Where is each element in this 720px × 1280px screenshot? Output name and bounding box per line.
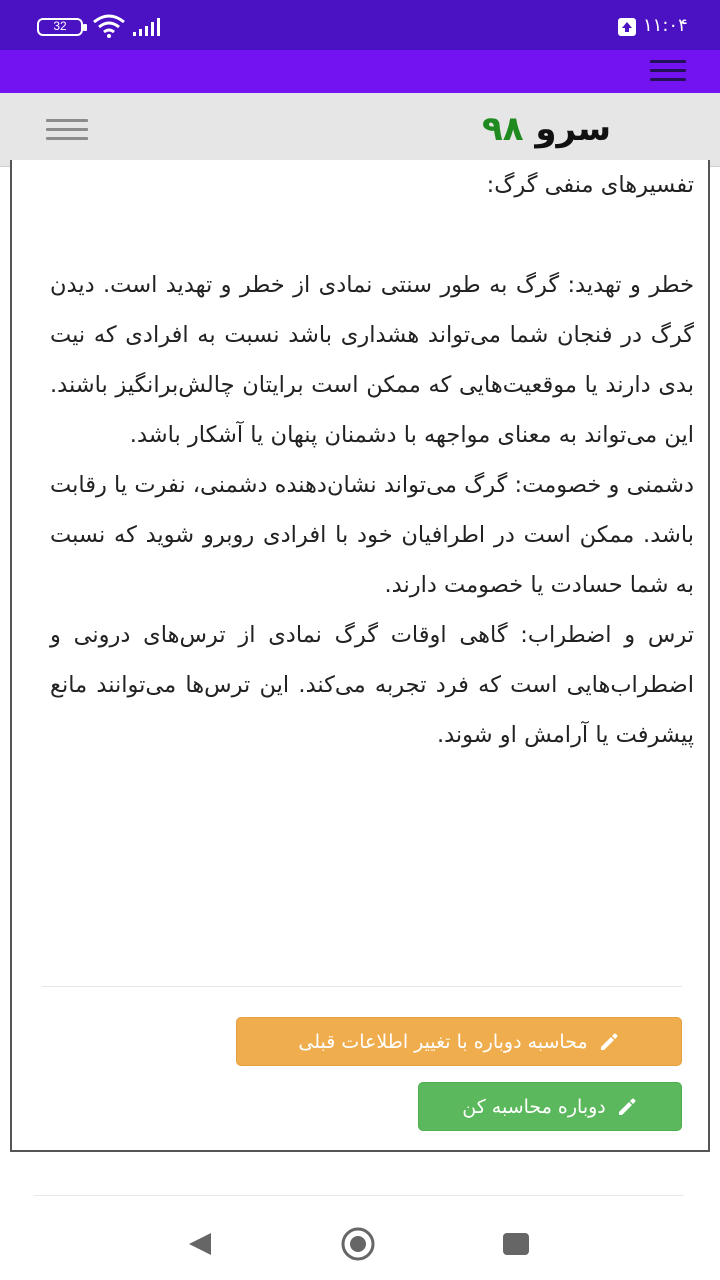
battery-icon <box>37 18 83 36</box>
logo-number: ۹۸ <box>482 109 524 149</box>
signal-icon <box>131 17 165 37</box>
divider <box>42 986 682 987</box>
article-paragraph: خطر و تهدید: گرگ به طور سنتی نمادی از خطر و تهدید است. دیدن گرگ در فنجان شما می‌تواند هشداری باشد نسبت به افرادی که نیت بدی دارند یا موقعیت‌هایی که ممکن است برایتان چالش‌برانگیز باشند. این می‌تواند به معنای مواجهه با دشمنان پنهان یا آشکار باشد. <box>50 272 694 448</box>
back-icon[interactable] <box>187 1232 213 1256</box>
upload-icon <box>618 18 636 36</box>
home-icon[interactable] <box>340 1227 376 1261</box>
pencil-icon <box>598 1031 620 1053</box>
status-bar <box>0 0 720 50</box>
app-bar <box>0 50 720 93</box>
wifi-icon <box>92 14 126 38</box>
recalculate-button[interactable] <box>418 1082 682 1131</box>
recents-icon[interactable] <box>503 1233 529 1255</box>
status-time: ۱۱:۰۴ <box>643 15 688 36</box>
battery-level: 32 <box>53 19 67 33</box>
hamburger-menu-icon[interactable] <box>650 60 686 84</box>
recalculate-with-previous-label: محاسبه دوباره با تغییر اطلاعات قبلی <box>298 1030 588 1053</box>
recalculate-with-previous-button[interactable] <box>236 1017 682 1066</box>
hamburger-menu-icon[interactable] <box>46 119 88 143</box>
divider <box>34 1195 684 1196</box>
site-header <box>0 93 720 167</box>
pencil-icon <box>616 1096 638 1118</box>
article-paragraph: ترس و اضطراب: گاهی اوقات گرگ نمادی از ترس‌های درونی و اضطراب‌هایی است که فرد تجربه می‌کند. این ترس‌ها می‌توانند مانع پیشرفت یا آرامش او شوند. <box>50 622 694 748</box>
content-card <box>10 160 710 1152</box>
article-body <box>50 160 694 760</box>
article-heading: تفسیرهای منفی گرگ: <box>486 172 694 198</box>
recalculate-label: دوباره محاسبه کن <box>462 1095 606 1118</box>
site-logo[interactable] <box>482 109 611 153</box>
navigation-bar <box>0 1200 720 1280</box>
article-paragraph: دشمنی و خصومت: گرگ می‌تواند نشان‌دهنده دشمنی، نفرت یا رقابت باشد. ممکن است در اطرافیان خود با افرادی روبرو شوید که نسبت به شما حسادت یا خصومت دارند. <box>50 472 694 598</box>
logo-word: سرو <box>535 109 612 149</box>
